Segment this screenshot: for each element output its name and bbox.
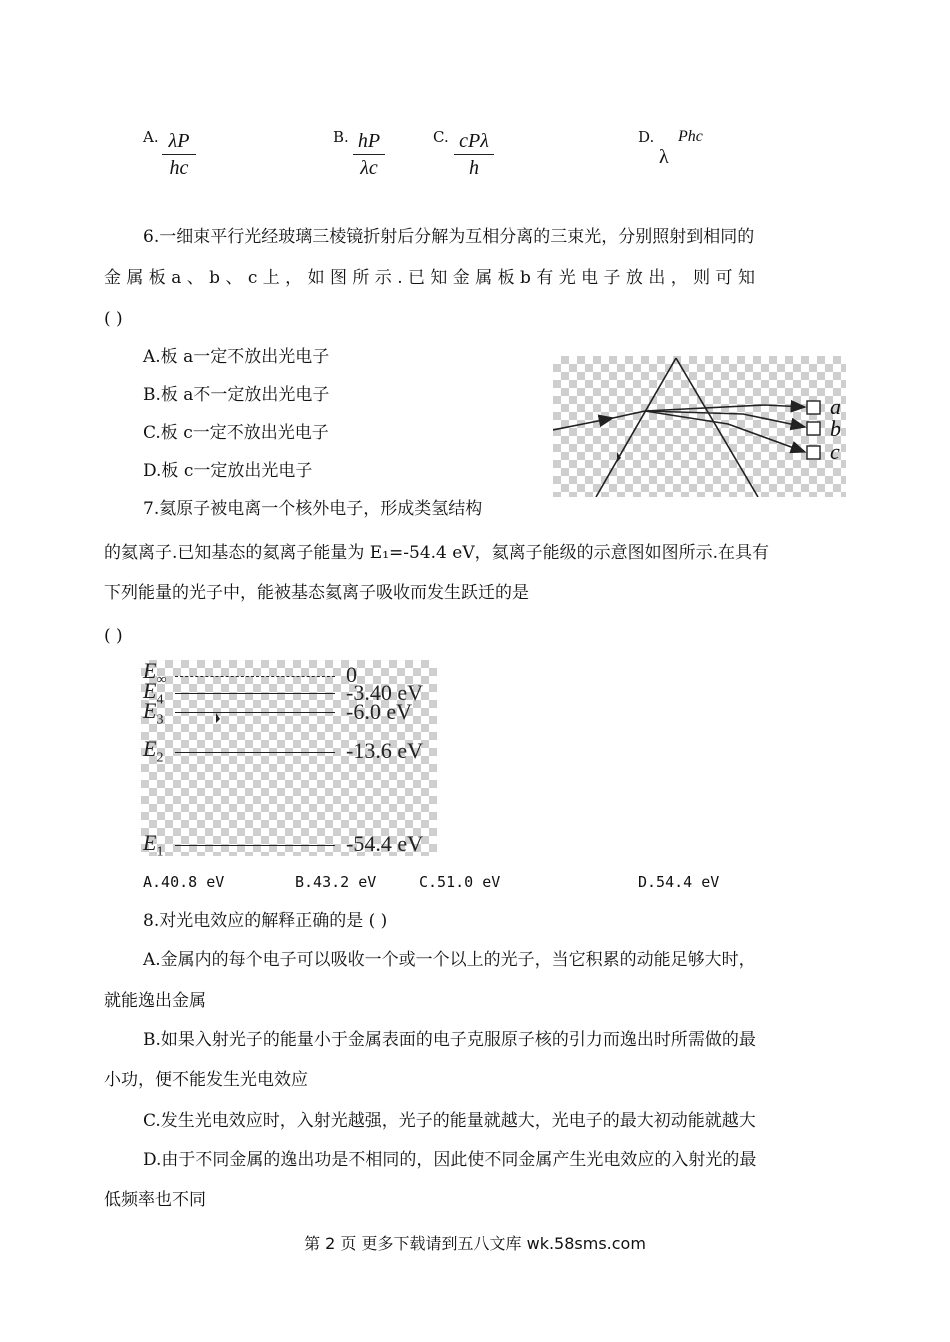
level-4-label: $E_4$ [143, 678, 164, 708]
q5-option-a-label: A. [143, 128, 159, 146]
q5-option-a-denominator: hc [169, 157, 189, 179]
q5-option-b-fraction [353, 128, 385, 181]
prism-diagram [553, 356, 846, 497]
ray-a [645, 405, 805, 411]
level-2-label: $E_2$ [143, 736, 164, 766]
level-3-value: -6.0 eV [346, 699, 412, 724]
q5-option-c-label: C. [433, 128, 449, 146]
q8-option-c: C.发生光电效应时，入射光越强，光子的能量就越大，光电子的最大初动能就越大 [143, 1111, 756, 1131]
q7-option-b: B.43.2 eV [295, 873, 377, 891]
q6-option-d: D.板 c一定放出光电子 [143, 461, 313, 481]
q8-option-d-line-2: 低频率也不同 [104, 1190, 206, 1210]
level-1-line [175, 845, 335, 846]
level-1-label: $E_1$ [143, 830, 164, 860]
q5-option-c-fraction [454, 128, 494, 181]
q5-option-b-numerator: hP [353, 128, 385, 155]
level-3-label: $E_3$ [143, 698, 164, 728]
q5-option-d-top: Phc [678, 128, 703, 145]
plate-b-label: b [830, 416, 841, 441]
level-inf-line [175, 676, 335, 677]
q6-option-c: C.板 c一定不放出光电子 [143, 423, 329, 443]
prism-figure [553, 356, 846, 497]
plate-a-label: a [830, 394, 841, 419]
level-2-value: -13.6 eV [346, 738, 423, 763]
q5-option-a-fraction [162, 128, 196, 181]
q5-option-d-bottom: λ [659, 146, 669, 168]
q7-line-1: 7.氦原子被电离一个核外电子，形成类氢结构 [143, 499, 483, 519]
q6-line-1: 6.一细束平行光经玻璃三棱镜折射后分解为互相分离的三束光，分别照射到相同的 [143, 227, 755, 247]
level-1-value: -54.4 eV [346, 831, 423, 856]
q7-option-a: A.40.8 eV [143, 873, 225, 891]
q8-line-1: 8.对光电效应的解释正确的是 ( ) [143, 911, 388, 931]
q5-option-c-denominator: h [469, 157, 479, 179]
q6-line-2: 金 属 板 a 、 b 、 c 上 ， 如 图 所 示 . 已 知 金 属 板 b 有 光 电 子 放 出 ， 则 可 知 [104, 268, 755, 288]
level-inf-label: $E_\infty$ [143, 658, 167, 688]
prism-triangle [596, 358, 758, 497]
q6-line-3: ( ) [104, 309, 123, 329]
cursor-icon [215, 712, 227, 726]
q8-option-d-line-1: D.由于不同金属的逸出功是不相同的，因此使不同金属产生光电效应的入射光的最 [143, 1150, 757, 1170]
q7-option-d: D.54.4 eV [638, 873, 720, 891]
q8-option-a-line-2: 就能逸出金属 [104, 991, 206, 1011]
level-2-line [175, 752, 335, 753]
q6-option-a: A.板 a一定不放出光电子 [143, 347, 330, 367]
level-4-line [175, 693, 335, 694]
q5-option-b-denominator: λc [360, 157, 378, 179]
q7-line-3: 下列能量的光子中，能被基态氦离子吸收而发生跃迁的是 [104, 583, 529, 603]
incident-ray-continued [613, 411, 645, 418]
ray-b [645, 411, 805, 427]
q7-option-c: C.51.0 eV [419, 873, 501, 891]
level-4-value: -3.40 eV [346, 680, 423, 705]
plate-c-label: c [830, 439, 840, 464]
ray-c [645, 411, 805, 452]
q6-option-b: B.板 a不一定放出光电子 [143, 385, 330, 405]
q8-option-a-line-1: A.金属内的每个电子可以吸收一个或一个以上的光子，当它积累的动能足够大时， [143, 950, 756, 970]
q7-line-4: ( ) [104, 626, 123, 646]
q7-line-2: 的氦离子.已知基态的氦离子能量为 E₁=-54.4 eV，氦离子能级的示意图如图所示.在具有 [104, 543, 770, 563]
plate-a [807, 401, 820, 414]
q5-option-d-label: D. [638, 128, 655, 146]
level-inf-value: 0 [346, 662, 357, 687]
q8-option-b-line-2: 小功，便不能发生光电效应 [104, 1070, 308, 1090]
plate-b [807, 422, 820, 435]
incident-ray [553, 418, 613, 430]
q5-option-b-label: B. [333, 128, 349, 146]
q5-option-a-numerator: λP [162, 128, 196, 155]
energy-level-figure [141, 658, 437, 860]
plate-c [807, 446, 820, 459]
q8-option-b-line-1: B.如果入射光子的能量小于金属表面的电子克服原子核的引力而逸出时所需做的最 [143, 1030, 756, 1050]
page-footer: 第 2 页 更多下载请到五八文库 wk.58sms.com [304, 1234, 646, 1253]
level-3-line [175, 712, 335, 713]
q5-option-c-numerator: cPλ [454, 128, 494, 155]
